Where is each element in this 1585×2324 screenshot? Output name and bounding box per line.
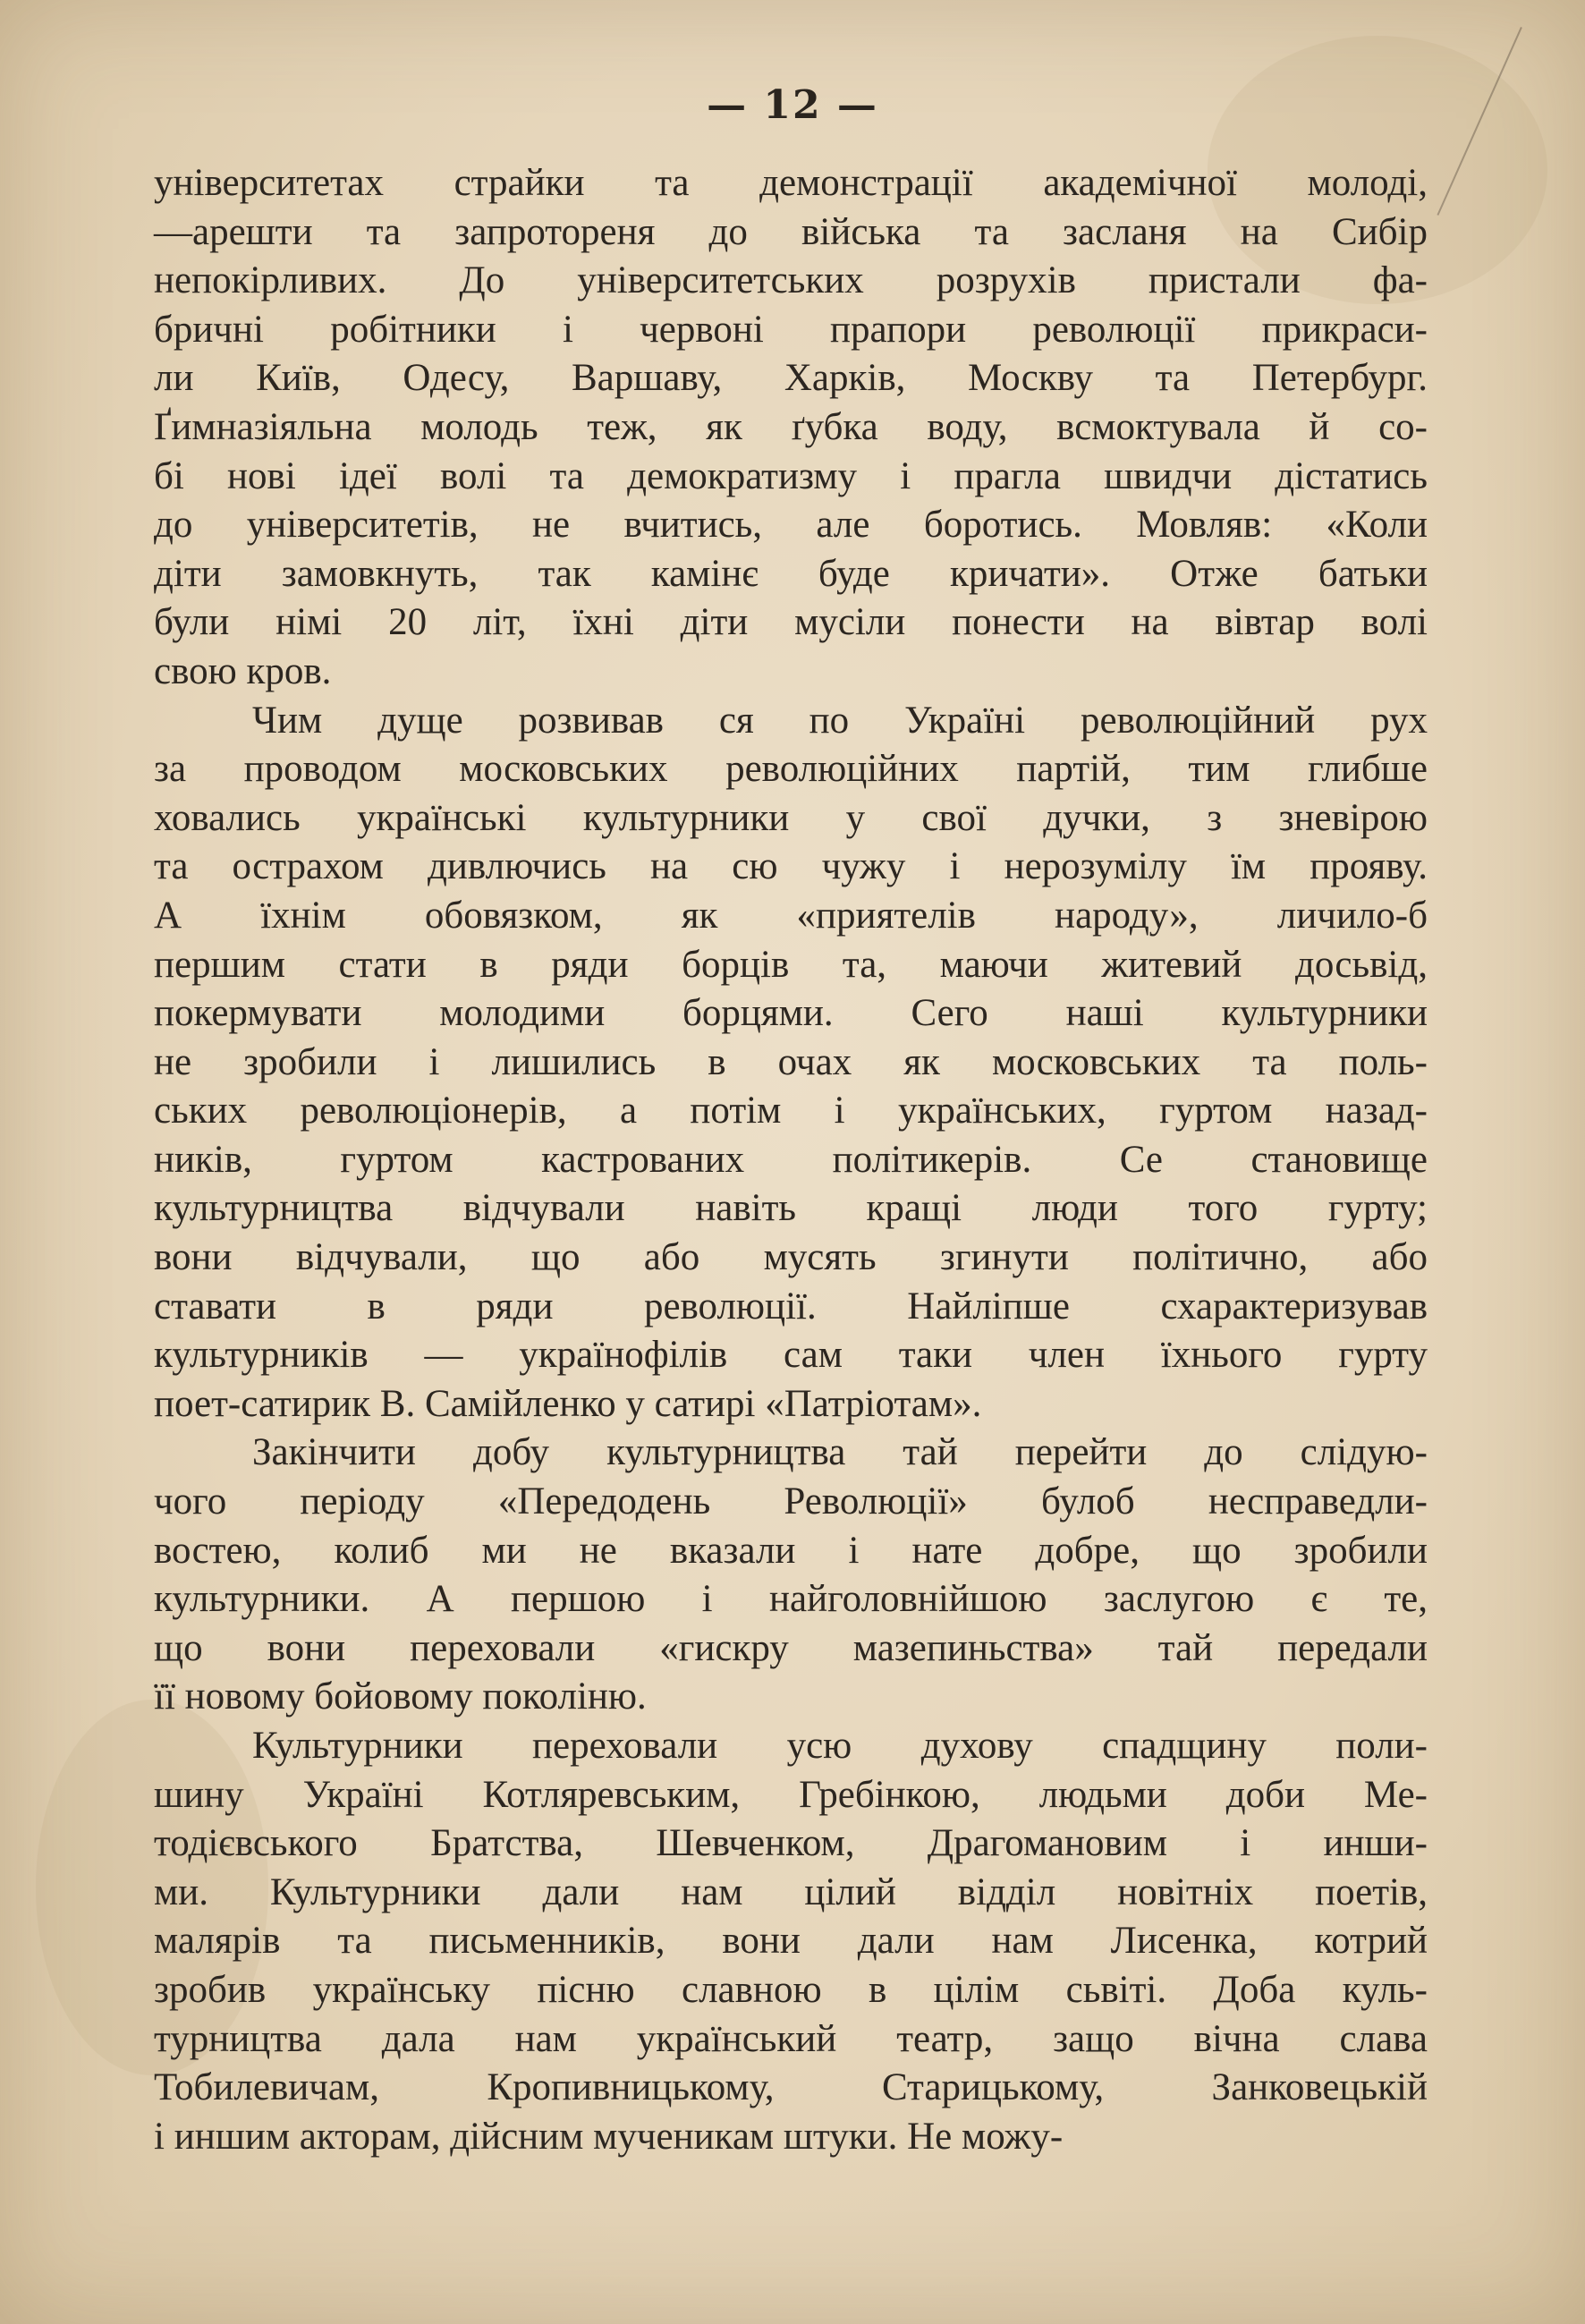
text-line: зробив українську пісню славною в цілім сьвіті. Доба куль- (154, 1968, 1428, 2011)
text-line: були німі 20 літ, їхні діти мусіли понести на вівтар волі (154, 601, 1428, 644)
text-line: університетах страйки та демонстрації академічної молоді, (154, 162, 1428, 204)
text-line: ми. Культурники дали нам цілий відділ новітніх поетів, (154, 1870, 1428, 1913)
text-line: шину Україні Котляревським, Гребінкою, людьми доби Ме- (154, 1773, 1428, 1816)
text-line: Культурники переховали усю духову спадщину поли- (252, 1725, 1428, 1767)
text-line: Закінчити добу культурництва тай перейти до слідую- (252, 1431, 1428, 1474)
text-line: не зробили і лишились в очах як московських та поль- (154, 1040, 1428, 1083)
text-line: бі нові ідеї волі та демократизму і прагла швидчи дістатись (154, 454, 1428, 497)
text-line: свою кров. (154, 649, 332, 692)
text-line: малярів та письменників, вони дали нам Лисенка, котрий (154, 1920, 1428, 1963)
text-line: культурники. А першою і найголовнійшою заслугою є те, (154, 1578, 1428, 1621)
text-line: та острахом дивлючись на сю чужу і нерозумілу їм прояву. (154, 845, 1428, 888)
text-line: ставати в ряди революції. Найліпше схарактеризував (154, 1285, 1428, 1327)
text-line: непокірливих. До університетських розрухів пристали фа- (154, 259, 1428, 302)
text-line: ників, гуртом кастрованих політикерів. Се становище (154, 1138, 1428, 1181)
text-line: і иншим акторам, дійсним мученикам штуки. Не можу- (154, 2115, 1064, 2158)
text-line: що вони переховали «гискру мазепиньства» тай передали (154, 1626, 1428, 1669)
body-text (154, 159, 1428, 2161)
text-line: культурництва відчували навіть кращі люди того гурту; (154, 1187, 1428, 1230)
text-line: бричні робітники і червоні прапори революції прикраси- (154, 308, 1428, 351)
text-line: А їхнім обовязком, як «приятелів народу», личило-б (154, 894, 1428, 937)
page-number: — 12 — (707, 82, 878, 128)
text-line: вони відчували, що або мусять згинути політично, або (154, 1236, 1428, 1279)
text-line: її новому бойовому поколіню. (154, 1675, 647, 1718)
text-line: покермувати молодими борцями. Сего наші культурники (154, 992, 1428, 1035)
text-line: —арешти та запротореня до війська та засланя на Сибір (154, 210, 1428, 253)
text-line: за проводом московських революційних партій, тим глибше (154, 748, 1428, 791)
text-line: першим стати в ряди борців та, маючи житевий досьвід, (154, 943, 1428, 986)
text-line: до університетів, не вчитись, але боротись. Мовляв: «Коли (154, 504, 1428, 547)
text-line: Тобилевичам, Кропивницькому, Старицькому, Занковецькій (154, 2066, 1428, 2109)
text-line: культурників — українофілів сам таки член їхнього гурту (154, 1334, 1428, 1377)
text-line: тодієвського Братства, Шевченком, Драгомановим і инши- (154, 1822, 1428, 1865)
text-line: ховались українські культурники у свої дучки, з зневірою (154, 796, 1428, 839)
text-line: турництва дала нам український театр, защо вічна слава (154, 2017, 1428, 2060)
text-line: чого періоду «Передодень Революції» булоб несправедли- (154, 1480, 1428, 1523)
text-line: поет-сатирик В. Самійленко у сатирі «Патріотам». (154, 1382, 982, 1425)
text-line: Ґимназіяльна молодь теж, як ґубка воду, всмоктувала й со- (154, 405, 1428, 448)
text-line: востею, колиб ми не вказали і нате добре, що зробили (154, 1529, 1428, 1572)
text-line: Чим дуще розвивав ся по Україні революційний рух (252, 699, 1428, 742)
text-line: ли Київ, Одесу, Варшаву, Харків, Москву та Петербург. (154, 357, 1428, 400)
text-line: ських революціонерів, а потім і українських, гуртом назад- (154, 1090, 1428, 1132)
text-line: діти замовкнуть, так камінє буде кричати». Отже батьки (154, 552, 1428, 595)
